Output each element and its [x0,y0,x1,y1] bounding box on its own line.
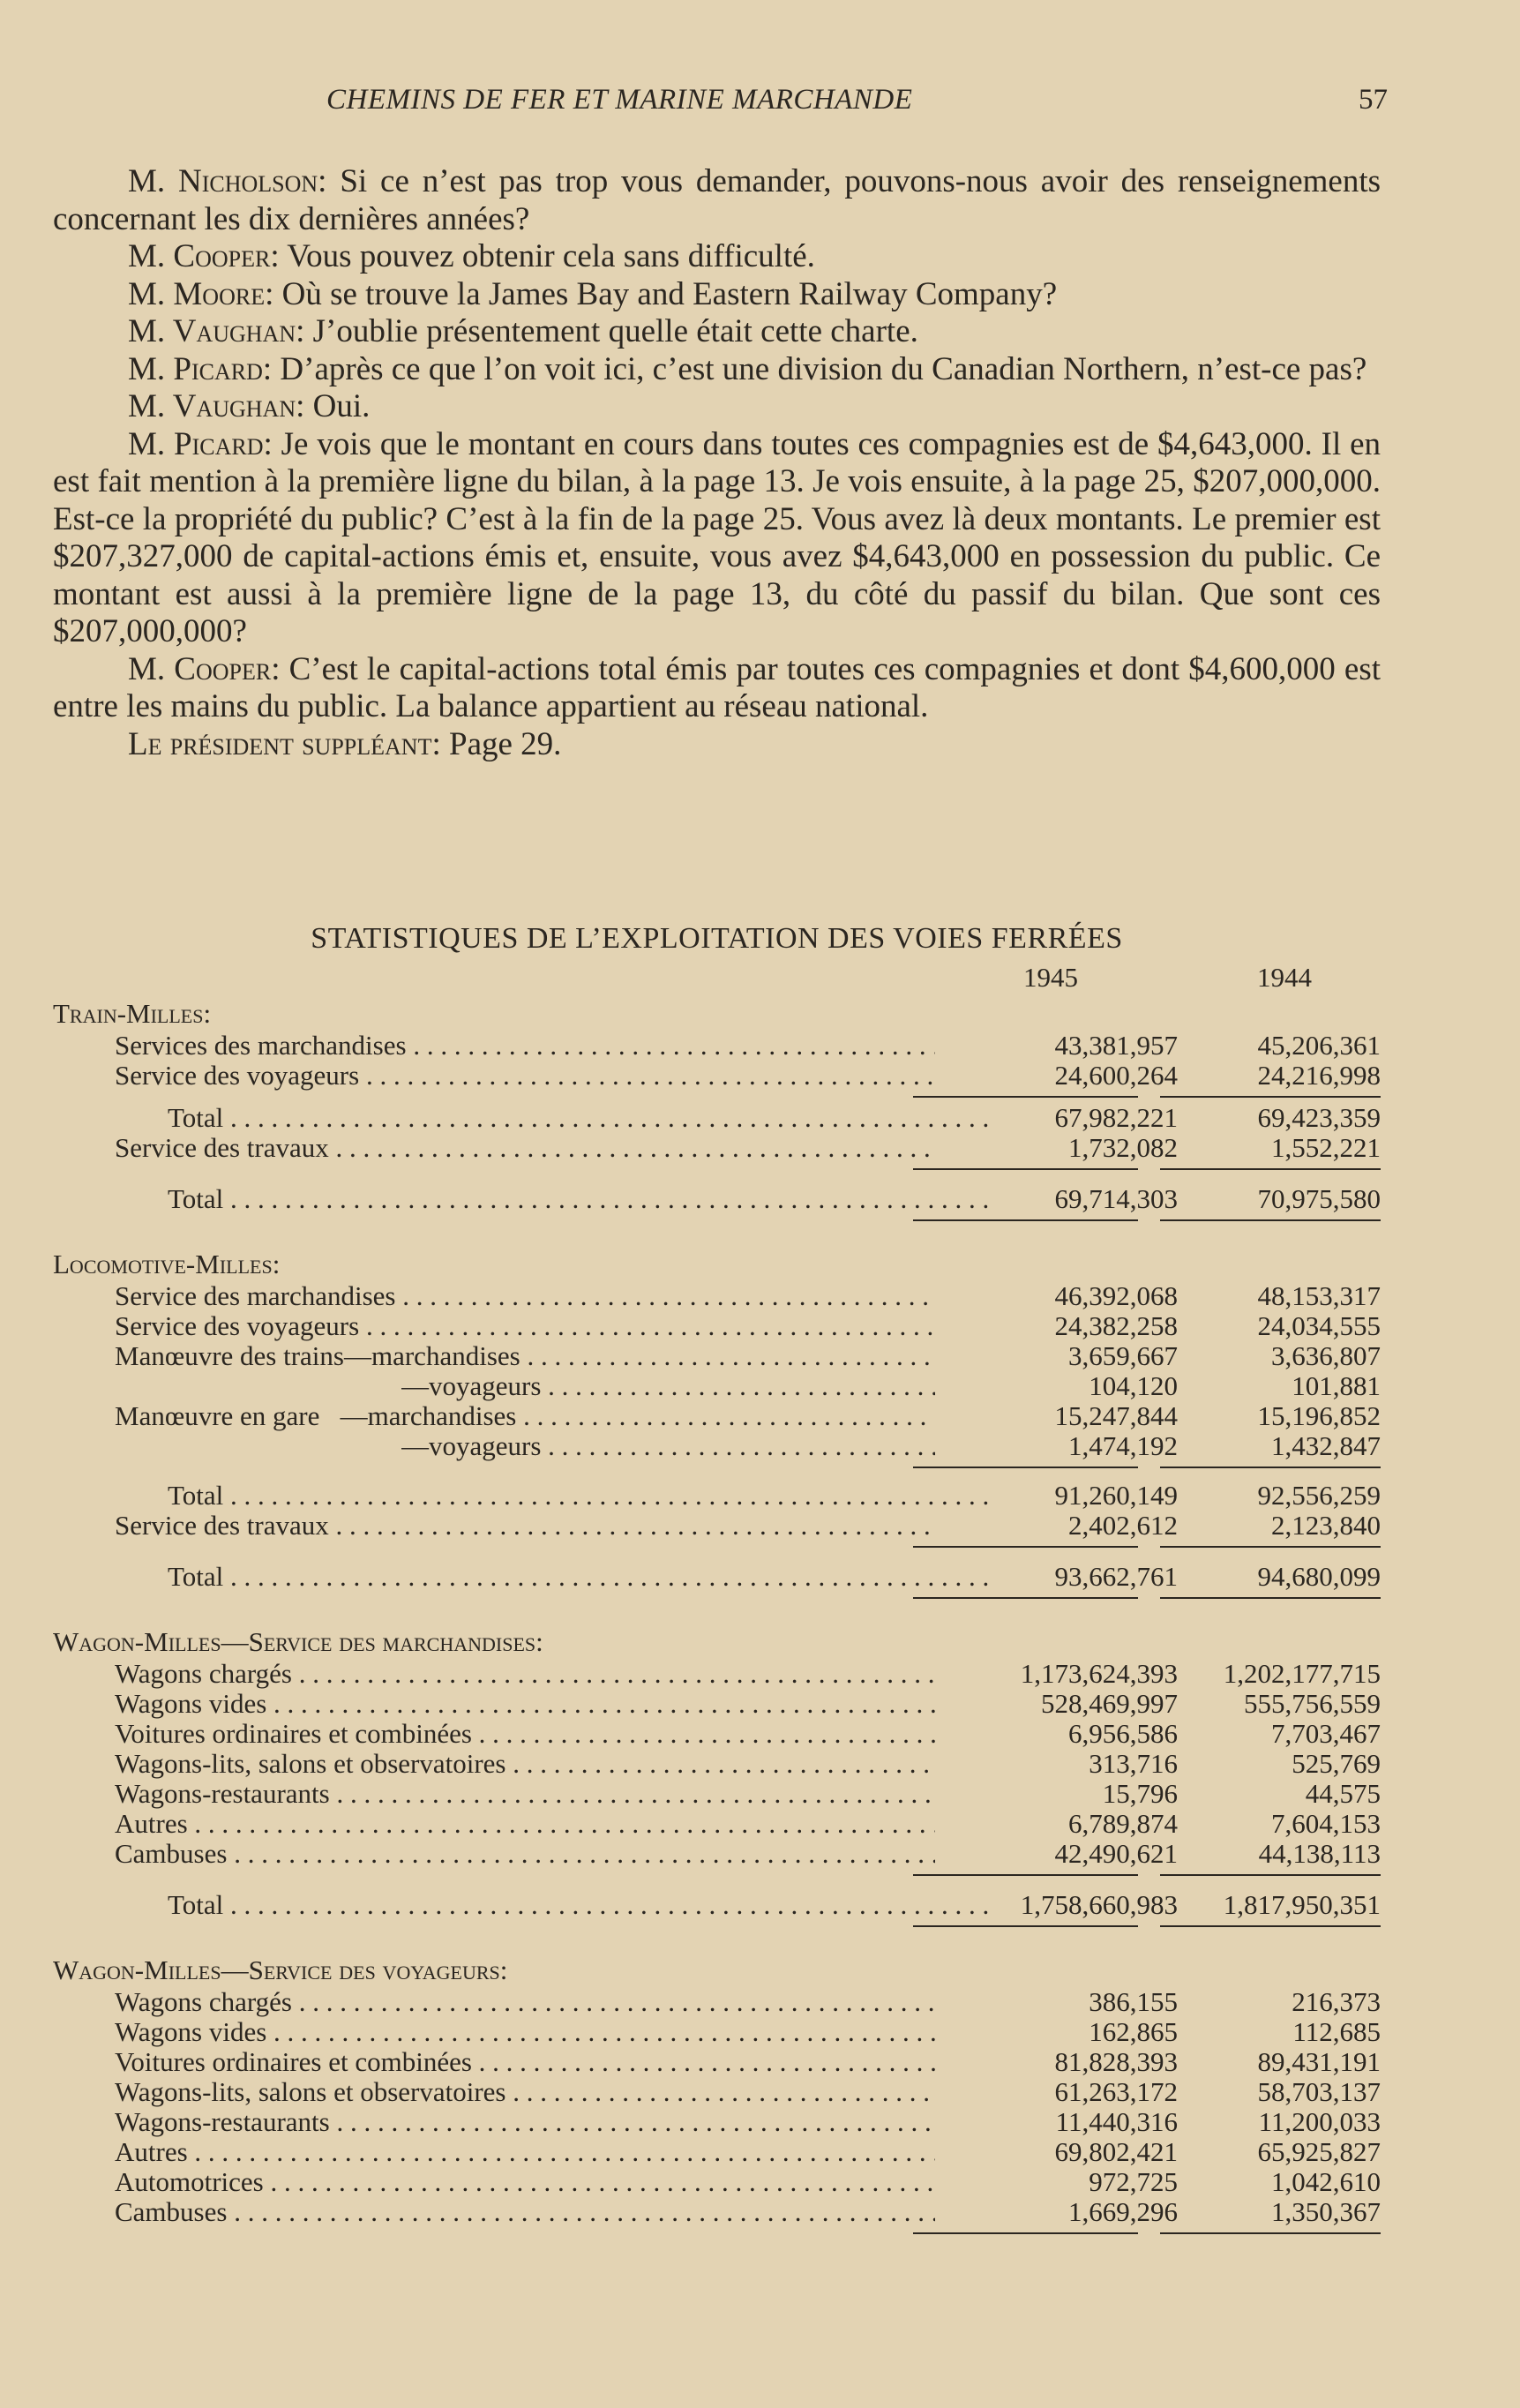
dialogue-paragraph [53,351,1381,389]
table-row: Autres . . . 6,789,874 7,604,153 [53,1809,1381,1839]
year-header-1944: 1944 [1257,962,1312,993]
page-number: 57 [1359,84,1388,116]
table-row: Service des voyageurs . . . 24,382,258 24,034,555 [53,1311,1381,1341]
table-row: Automotrices . . . 972,725 1,042,610 [53,2167,1381,2197]
speech-text: Oui. [312,388,371,424]
speaker-name: M. Vaughan: [128,388,305,424]
table-row: Wagons chargés . . . 386,155 216,373 [53,1987,1381,2017]
dialogue-paragraph [53,313,1381,351]
table-row: Wagons chargés . . . 1,173,624,393 1,202,177,715 [53,1659,1381,1689]
speaker-name: M. Cooper: [128,650,281,687]
table-row: Wagons vides . . . 162,865 112,685 [53,2017,1381,2047]
dialogue-paragraph [53,276,1381,314]
table-row: Wagons vides . . . 528,469,997 555,756,559 [53,1689,1381,1719]
speech-text: J’oublie présentement quelle était cette charte. [312,313,918,349]
running-header [326,84,1388,128]
table-title: STATISTIQUES DE L’EXPLOITATION DES VOIES FERRÉES [311,922,1123,955]
speech-text: Page 29. [449,725,562,762]
total-row: Total . . . 1,758,660,983 1,817,950,351 [53,1890,1381,1920]
speaker-name: M. Picard: [128,425,273,462]
speech-text: Si ce n’est pas trop vous demander, pouvons-nous avoir des renseignements concernant les dix dernières années? [53,163,1381,237]
speaker-name: M. Nicholson: [128,163,327,199]
table-row: Cambuses . . . 42,490,621 44,138,113 [53,1839,1381,1869]
total-rule [53,1163,1381,1175]
speaker-name: M. Vaughan: [128,313,305,349]
total-rule [53,1461,1381,1474]
dialogue-text [53,163,1381,763]
table-row: Autres . . . 69,802,421 65,925,827 [53,2137,1381,2167]
dialogue-paragraph [53,388,1381,426]
speaker-name: M. Picard: [128,350,273,387]
statistics-table [53,962,1381,2239]
table-row: —voyageurs . . . 104,120 101,881 [53,1371,1381,1401]
total-rule [53,1920,1381,1932]
speech-text: Je vois que le montant en cours dans toutes ces compagnies est de $4,643,000. Il en est fait mention à la première ligne du bilan, à la page 13. Je vois ensuite, à la page 25, $207,000,000. Est-ce la propriété du public? C’est à la fin de la page 25. Vous avez là deux montants. Le premier est $207,327,000 de capital-actions émis et, ensuite, vous avez $4,643,000 en possession du public. Ce montant est aussi à la première ligne de la page 13, du côté du passif du bilan. Que sont ces $207,000,000? [53,425,1381,649]
table-row: Manœuvre des trains—marchandises . . . 3,659,667 3,636,807 [53,1341,1381,1371]
table-row: Service des travaux . . . 1,732,082 1,552,221 [53,1133,1381,1163]
subtotal-row: Total . . . 67,982,221 69,423,359 [53,1103,1381,1133]
speech-text: D’après ce que l’on voit ici, c’est une division du Canadian Northern, n’est-ce pas? [280,350,1367,387]
total-rule [53,1869,1381,1881]
table-row: Voitures ordinaires et combinées . . . 81,828,393 89,431,191 [53,2047,1381,2077]
table-row: Services des marchandises . . . 43,381,957 45,206,361 [53,1031,1381,1061]
table-row: Wagons-lits, salons et observatoires . . . 313,716 525,769 [53,1749,1381,1779]
speaker-name: Le président suppléant: [128,725,441,762]
table-row: Cambuses . . . 1,669,296 1,350,367 [53,2197,1381,2227]
table-row: Service des voyageurs . . . 24,600,264 24,216,998 [53,1061,1381,1091]
table-row: Voitures ordinaires et combinées . . . 6,956,586 7,703,467 [53,1719,1381,1749]
speaker-name: M. Cooper: [128,238,280,274]
table-row: —voyageurs . . . 1,474,192 1,432,847 [53,1431,1381,1461]
total-rule [53,1541,1381,1553]
total-rule [53,1214,1381,1227]
total-rule [53,2227,1381,2239]
header-title: CHEMINS DE FER ET MARINE MARCHANDE [326,84,913,116]
speech-text: Vous pouvez obtenir cela sans difficulté. [287,238,815,274]
subtotal-row: Total . . . 91,260,149 92,556,259 [53,1481,1381,1511]
section-heading-locomotive-miles: Locomotive-Milles: [53,1249,281,1279]
speech-text: Où se trouve la James Bay and Eastern Railway Company? [281,275,1058,312]
section-heading-wagon-miles-goods: Wagon-Milles—Service des marchandises: [53,1626,543,1657]
table-row: Manœuvre en gare —marchandises . . . 15,247,844 15,196,852 [53,1401,1381,1431]
dialogue-paragraph [53,426,1381,651]
table-row: Service des travaux . . . 2,402,612 2,123,840 [53,1511,1381,1541]
total-row: Total . . . 93,662,761 94,680,099 [53,1562,1381,1592]
section-heading-train-miles: Train-Milles: [53,998,212,1029]
table-row: Wagons-lits, salons et observatoires . . . 61,263,172 58,703,137 [53,2077,1381,2107]
table-row: Wagons-restaurants . . . 11,440,316 11,200,033 [53,2107,1381,2137]
table-row: Service des marchandises . . . 46,392,068 48,153,317 [53,1281,1381,1311]
year-header-row [53,962,1381,997]
total-rule [53,1091,1381,1103]
section-heading-wagon-miles-passengers: Wagon-Milles—Service des voyageurs: [53,1954,508,1985]
speech-text: C’est le capital-actions total émis par toutes ces compagnies et dont $4,600,000 est entre les mains du public. La balance appartient au réseau national. [53,650,1381,724]
speaker-name: M. Moore: [128,275,274,312]
dialogue-paragraph [53,651,1381,726]
table-row: Wagons-restaurants . . . 15,796 44,575 [53,1779,1381,1809]
dialogue-paragraph [53,238,1381,276]
dialogue-paragraph [53,163,1381,238]
total-rule [53,1592,1381,1604]
dialogue-paragraph [53,726,1381,764]
total-row: Total . . . 69,714,303 70,975,580 [53,1184,1381,1214]
year-header-1945: 1945 [1023,962,1078,993]
